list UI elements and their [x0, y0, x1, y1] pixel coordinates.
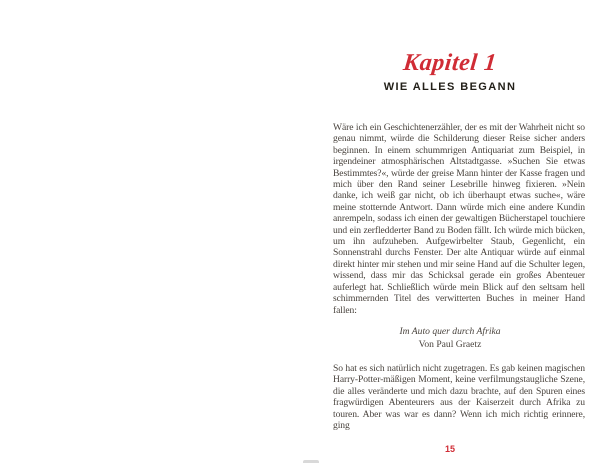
body-text: [333, 122, 585, 431]
chapter-heading: WIE ALLES BEGANN: [383, 81, 517, 93]
page-number: 15: [444, 444, 455, 455]
cited-book-author: Von Paul Graetz: [418, 338, 482, 350]
page-content: [333, 50, 585, 454]
chapter-script-heading: Kapitel 1: [402, 50, 498, 76]
cited-book-title: Im Auto quer durch Afrika: [399, 325, 501, 337]
body-paragraph-1: Wäre ich ein Geschichtenerzähler, der es mit der Wahrheit nicht so genau nimmt, würde die Schilderung dieser Reise sicher anders beginnen. In einem schummrigen Antiquariat zum Beispiel, in irgendeiner atmosphärischen Altstadtgasse. »Suchen Sie etwas Bestimmtes?«, würde der greise Mann hinter der Kasse fragen und mich über den Rand seiner Lesebrille hinweg fixieren. »Nein danke, ich weiß gar nicht, ob ich überhaupt etwas suche«, wäre meine stotternde Antwort. Dann würde mich eine andere Kundin anrempeln, sodass ich einen der gewaltigen Bücherstapel touchiere und ein zerfledderter Band zu Boden fällt. Ich würde mich bücken, um ihn aufzuheben. Aufgewirbelter Staub, Gegenlicht, ein Sonnenstrahl durchs Fenster. Der alte Antiquar würde auf einmal direkt hinter mir stehen und mir seine Hand auf die Schulter legen, wissend, dass mir das Schicksal gerade ein großes Abenteuer auferlegt hat. Schließlich würde mein Blick auf den seltsam hell schimmernden Titel des verwitterten Buches in meiner Hand fallen:: [333, 122, 585, 316]
cited-book-block: [324, 325, 576, 351]
body-paragraph-2: So hat es sich natürlich nicht zugetragen. Es gab keinen magischen Harry-Potter-mäßigen Moment, keine verfilmungstaugliche Szene, die alles veränderte und mich dazu brachte, auf den Spuren eines fragwürdigen Abenteurers aus der Kaiserzeit durch Afrika zu touren. Aber was war es dann? Wenn ich mich richtig erinnere, ging: [333, 362, 585, 431]
